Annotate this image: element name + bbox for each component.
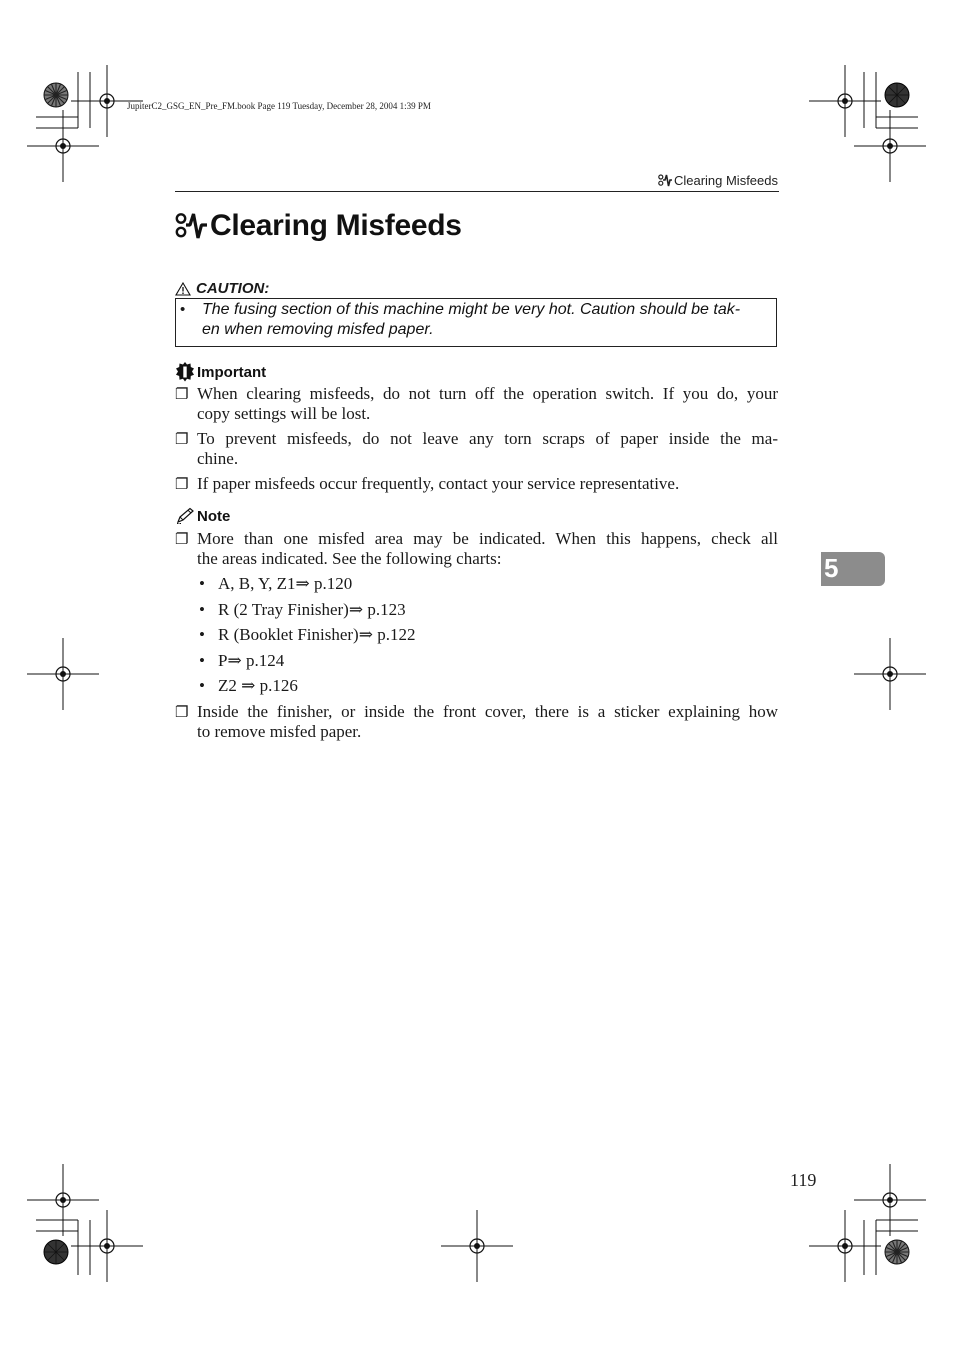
- item-line: To prevent misfeeds, do not leave any torn scraps of paper inside the ma-: [197, 429, 778, 448]
- bullet: •: [199, 625, 205, 644]
- misfeed-icon: [175, 211, 207, 241]
- note-heading: [175, 507, 230, 525]
- bullet: •: [199, 676, 205, 695]
- list-item: [175, 429, 778, 469]
- item-line: chine.: [197, 449, 239, 468]
- registration-mark-icon: [854, 1164, 926, 1236]
- bullet: •: [199, 574, 205, 593]
- note-pencil-icon: [175, 507, 195, 525]
- item-line: If paper misfeeds occur frequently, contact your service representative.: [197, 474, 680, 493]
- header-rule: [175, 191, 779, 192]
- reference-text: R (2 Tray Finisher)⇒ p.123: [218, 600, 406, 619]
- bullet: •: [199, 651, 205, 670]
- registration-mark-icon: [854, 638, 926, 710]
- item-line: copy settings will be lost.: [197, 404, 371, 423]
- checkbox-bullet: ❐: [175, 430, 189, 448]
- color-wheel-icon: [885, 1240, 909, 1264]
- color-wheel-icon: [885, 83, 909, 107]
- registration-mark-icon: [854, 110, 926, 182]
- running-head: [658, 173, 778, 188]
- checkbox-bullet: ❐: [175, 385, 189, 403]
- checkbox-bullet: ❐: [175, 530, 189, 548]
- bullet: •: [199, 600, 205, 619]
- list-item: [175, 384, 778, 424]
- item-line: the areas indicated. See the following charts:: [197, 549, 502, 568]
- item-line: to remove misfed paper.: [197, 722, 362, 741]
- registration-mark-icon: [27, 638, 99, 710]
- color-wheel-icon: [44, 1240, 68, 1264]
- checkbox-bullet: ❐: [175, 475, 189, 493]
- file-header: JupiterC2_GSG_EN_Pre_FM.book Page 119 Tuesday, December 28, 2004 1:39 PM: [127, 101, 431, 111]
- registration-mark-icon: [71, 1210, 143, 1282]
- registration-mark-icon: [809, 65, 881, 137]
- caution-label: CAUTION:: [196, 280, 270, 297]
- caution-line: The fusing section of this machine might be very hot. Caution should be tak-: [202, 301, 741, 318]
- registration-mark-icon: [27, 110, 99, 182]
- caution-line: en when removing misfed paper.: [202, 321, 434, 338]
- reference-text: A, B, Y, Z1⇒ p.120: [218, 574, 353, 593]
- misfeed-icon: [658, 174, 672, 187]
- registration-mark-icon: [441, 1210, 513, 1282]
- important-label: Important: [197, 363, 267, 381]
- caution-heading: [175, 280, 269, 297]
- list-item: [175, 702, 778, 742]
- registration-mark-icon: [27, 1164, 99, 1236]
- item-line: When clearing misfeeds, do not turn off the operation switch. If you do, your: [197, 384, 778, 403]
- note-label: Note: [197, 507, 231, 525]
- reference-text: Z2 ⇒ p.126: [218, 676, 298, 695]
- important-icon: [175, 362, 195, 382]
- caution-text: [202, 300, 772, 340]
- chapter-tab: [821, 552, 885, 586]
- running-head-text: Clearing Misfeeds: [673, 173, 778, 188]
- page-number: 119: [790, 1170, 817, 1190]
- page-title-text: Clearing Misfeeds: [210, 209, 462, 242]
- registration-mark-icon: [809, 1210, 881, 1282]
- item-line: More than one misfed area may be indicated. When this happens, check all: [197, 529, 778, 548]
- list-item: [175, 529, 778, 569]
- reference-text: R (Booklet Finisher)⇒ p.122: [218, 625, 416, 644]
- caution-triangle-icon: [175, 282, 191, 296]
- caution-bullet: •: [180, 301, 186, 318]
- color-wheel-icon: [44, 83, 68, 107]
- reference-text: P⇒ p.124: [218, 651, 285, 670]
- chapter-number: 5: [824, 553, 839, 583]
- important-heading: [175, 362, 266, 382]
- list-item: [175, 474, 778, 494]
- checkbox-bullet: ❐: [175, 703, 189, 721]
- page-title: [175, 209, 462, 243]
- item-line: Inside the finisher, or inside the front cover, there is a sticker explaining how: [197, 702, 778, 721]
